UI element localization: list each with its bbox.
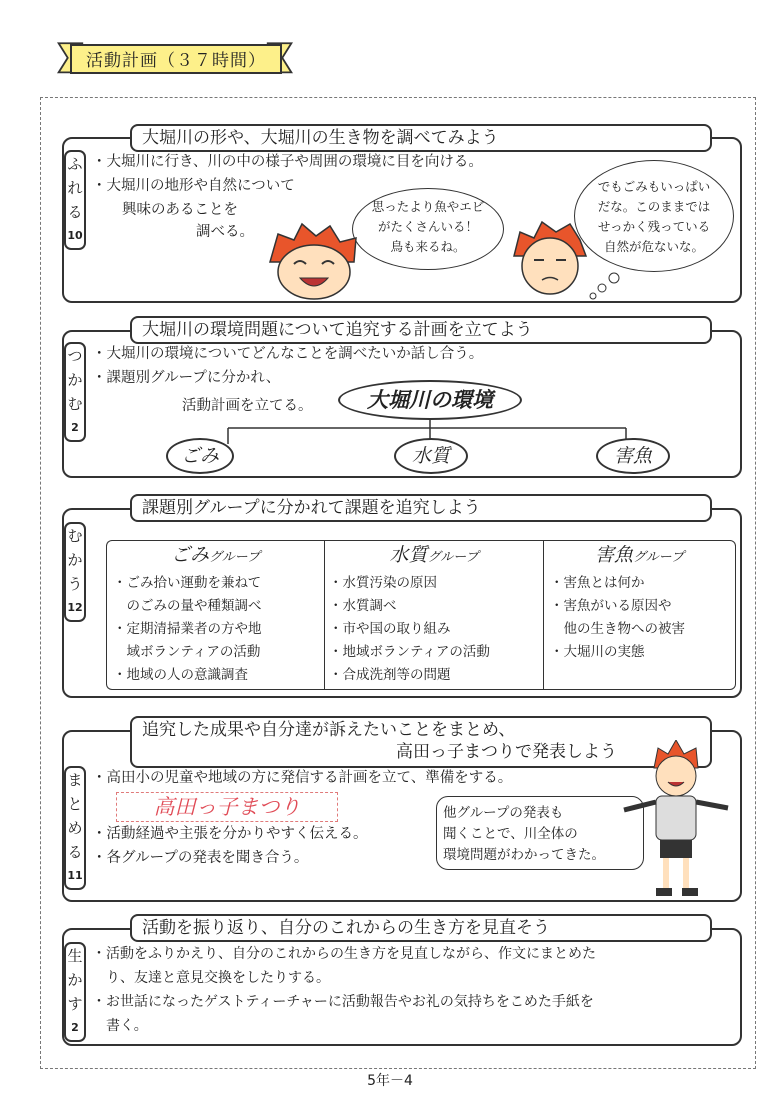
section-title: 活動を振り返り、自分のこれからの生き方を見直そう <box>130 914 712 942</box>
activity-line: ・大堀川の地形や自然について <box>92 178 295 194</box>
festival-label: 高田っ子まつり <box>116 792 338 822</box>
thought-dots <box>586 272 626 302</box>
group-column-suishitsu: 水質グループ ・水質汚染の原因 ・水質調べ ・市や国の取り組み ・地域ボランティアの活動 ・合成洗剤等の問題 <box>324 540 544 690</box>
stage-label: ま と め る 11 <box>64 766 86 890</box>
stage-hours: 2 <box>71 421 79 434</box>
speech-bubble: 他グループの発表も 聞くことで、川全体の 環境問題がわかってきた。 <box>436 796 644 870</box>
activity-line: り、友達と意見交換をしたりする。 <box>92 970 330 986</box>
activity-line: ・大堀川の環境についてどんなことを調べたいか話し合う。 <box>92 346 484 362</box>
activity-line: 書く。 <box>92 1018 148 1034</box>
stage-label: ふ れ る 10 <box>64 150 86 250</box>
group-column-gaigyo: 害魚グループ ・害魚とは何か ・害魚がいる原因や 他の生き物への被害 ・大堀川の実態 <box>544 540 736 690</box>
topic-node: 水質 <box>394 438 468 474</box>
group-column-gomi: ごみグループ ・ごみ拾い運動を兼ねて のごみの量や種類調べ ・定期清掃業者の方や地 域ボランティアの活動 ・地域の人の意識調査 <box>106 540 324 690</box>
speech-bubble: 思ったより魚やエビ がたくさんいる！ 鳥も来るね。 <box>352 188 504 270</box>
section-title: 課題別グループに分かれて課題を追究しよう <box>130 494 712 522</box>
activity-line: ・大堀川に行き、川の中の様子や周囲の環境に目を向ける。 <box>92 154 483 170</box>
activity-line: 調べる。 <box>196 224 254 240</box>
activity-line: ・課題別グループに分かれ、 <box>92 370 281 386</box>
stage-hours: 12 <box>67 601 83 614</box>
stage-label: む か う 12 <box>64 522 86 622</box>
activity-line: ・活動をふりかえり、自分のこれからの生き方を見直しながら、作文にまとめた <box>92 946 596 962</box>
section-title: 追究した成果や自分達が訴えたいことをまとめ、 高田っ子まつりで発表しよう <box>130 716 712 768</box>
boy-worried-illustration <box>510 218 590 298</box>
activity-line: ・活動経過や主張を分かりやすく伝える。 <box>92 826 368 842</box>
topic-node: ごみ <box>166 438 234 474</box>
page-title: 活動計画（３７時間） <box>70 44 282 74</box>
activity-line: 活動計画を立てる。 <box>182 398 313 414</box>
page-number: 5年－4 <box>367 1073 413 1089</box>
boy-standing-illustration <box>616 740 736 900</box>
section-title: 大堀川の環境問題について追究する計画を立てよう <box>130 316 712 344</box>
boy-laughing-illustration <box>264 222 364 302</box>
stage-hours: 10 <box>67 229 83 242</box>
thought-bubble: でもごみもいっぱい だな。このままでは せっかく残っている 自然が危ないな。 <box>574 160 734 272</box>
topic-node: 害魚 <box>596 438 670 474</box>
stage-hours: 2 <box>71 1021 79 1034</box>
activity-line: 興味のあることを <box>122 202 238 218</box>
stage-label: 生 か す 2 <box>64 942 86 1042</box>
group-heading: 水質グループ <box>389 544 479 566</box>
activity-line: ・お世話になったゲストティーチャーに活動報告やお礼の気持ちをこめた手紙を <box>92 994 594 1010</box>
activity-line: ・各グループの発表を聞き合う。 <box>92 850 309 866</box>
section-title: 大堀川の形や、大堀川の生き物を調べてみよう <box>130 124 712 152</box>
stage-label: つ か む 2 <box>64 342 86 442</box>
activity-line: ・高田小の児童や地域の方に発信する計画を立て、準備をする。 <box>92 770 513 786</box>
topic-center: 大堀川の環境 <box>338 380 522 420</box>
group-heading: ごみグループ <box>171 544 260 566</box>
group-heading: 害魚グループ <box>595 544 684 566</box>
stage-hours: 11 <box>67 869 83 882</box>
